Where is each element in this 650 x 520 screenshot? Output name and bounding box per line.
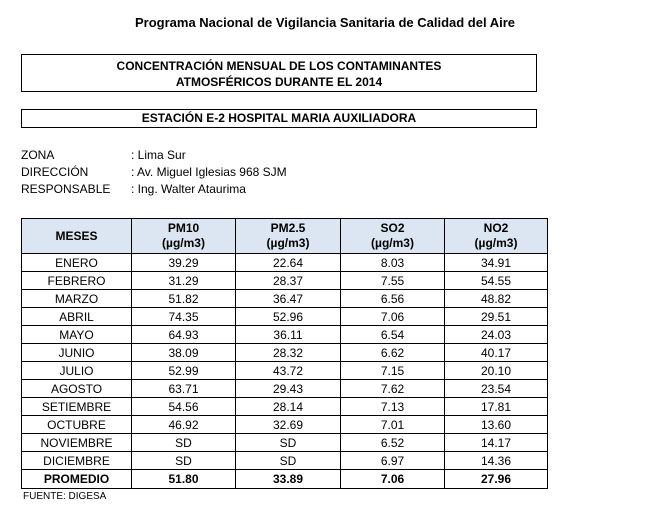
source-note: FUENTE: DIGESA [23,491,107,502]
cell-pm25: SD [236,434,341,452]
cell-no2: 14.17 [445,434,548,452]
column-unit: (µg/m3) [474,236,518,250]
cell-so2: 7.06 [341,308,445,326]
cell-pm25: 22.64 [236,254,341,272]
cell-so2: 6.54 [341,326,445,344]
column-header-pm10 [132,219,236,254]
cell-pm10: 64.93 [132,326,236,344]
cell-so2: 7.55 [341,272,445,290]
cell-no2: 34.91 [445,254,548,272]
cell-pm25: 52.96 [236,308,341,326]
report-title-line2: ATMOSFÉRICOS DURANTE EL 2014 [175,75,383,89]
column-unit: (µg/m3) [371,236,414,250]
column-name: NO2 [483,221,509,235]
cell-no2: 13.60 [445,416,548,434]
cell-month: FEBRERO [22,272,132,290]
cell-pm10: SD [132,434,236,452]
cell-pm25: 36.11 [236,326,341,344]
table-row [22,434,548,452]
table-row [22,362,548,380]
info-row-responsable [21,181,287,198]
cell-so2: 8.03 [341,254,445,272]
table-row [22,398,548,416]
column-header-pm25 [236,219,341,254]
station-info [21,147,287,198]
program-title: Programa Nacional de Vigilancia Sanitaria de Calidad del Aire [134,15,516,30]
cell-pm10: 31.29 [132,272,236,290]
cell-no2: 54.55 [445,272,548,290]
cell-month: AGOSTO [22,380,132,398]
cell-month: DICIEMBRE [22,452,132,470]
cell-no2: 48.82 [445,290,548,308]
table-row [22,344,548,362]
table-row [22,326,548,344]
cell-so2: 7.15 [341,362,445,380]
info-row-zona [21,147,287,164]
average-no2: 27.96 [445,470,548,489]
column-name: PM2.5 [270,221,306,235]
cell-pm25: 28.32 [236,344,341,362]
cell-month: MAYO [22,326,132,344]
table-header-row [22,219,548,254]
cell-month: SETIEMBRE [22,398,132,416]
info-value: : Lima Sur [131,148,186,162]
table-row [22,452,548,470]
average-month: PROMEDIO [22,470,132,489]
cell-pm10: 52.99 [132,362,236,380]
cell-pm25: 43.72 [236,362,341,380]
column-unit: (µg/m3) [162,236,205,250]
cell-so2: 7.62 [341,380,445,398]
cell-month: JULIO [22,362,132,380]
cell-pm10: SD [132,452,236,470]
cell-month: JUNIO [22,344,132,362]
column-header-meses [22,219,132,254]
average-pm25: 33.89 [236,470,341,489]
cell-pm25: 28.37 [236,272,341,290]
cell-pm10: 51.82 [132,290,236,308]
average-pm10: 51.80 [132,470,236,489]
table-row [22,308,548,326]
average-so2: 7.06 [341,470,445,489]
cell-no2: 17.81 [445,398,548,416]
info-label: ZONA [21,148,55,162]
info-value: : Av. Miguel Iglesias 968 SJM [131,165,287,179]
info-row-direccion [21,164,287,181]
cell-pm25: 29.43 [236,380,341,398]
cell-pm25: 28.14 [236,398,341,416]
cell-pm10: 38.09 [132,344,236,362]
cell-so2: 6.52 [341,434,445,452]
info-label: RESPONSABLE [21,182,111,196]
table-body [22,254,548,489]
cell-month: NOVIEMBRE [22,434,132,452]
cell-no2: 14.36 [445,452,548,470]
table-row [22,416,548,434]
cell-pm10: 74.35 [132,308,236,326]
column-unit: (µg/m3) [266,236,310,250]
cell-pm25: 32.69 [236,416,341,434]
column-name: SO2 [380,221,405,235]
cell-month: MARZO [22,290,132,308]
table-row [22,272,548,290]
cell-pm25: 36.47 [236,290,341,308]
cell-month: ABRIL [22,308,132,326]
cell-month: ENERO [22,254,132,272]
cell-so2: 7.01 [341,416,445,434]
cell-so2: 6.62 [341,344,445,362]
cell-no2: 20.10 [445,362,548,380]
cell-no2: 23.54 [445,380,548,398]
report-title-line1: CONCENTRACIÓN MENSUAL DE LOS CONTAMINANTES [116,59,442,73]
cell-pm10: 63.71 [132,380,236,398]
column-header-no2 [445,219,548,254]
table-row [22,290,548,308]
cell-pm10: 39.29 [132,254,236,272]
table-row [22,380,548,398]
station-title: ESTACIÓN E-2 HOSPITAL MARIA AUXILIADORA [21,109,537,128]
table-row [22,254,548,272]
cell-so2: 6.56 [341,290,445,308]
cell-no2: 29.51 [445,308,548,326]
pollutant-table [21,218,548,489]
cell-no2: 40.17 [445,344,548,362]
column-name: MESES [55,228,98,243]
cell-no2: 24.03 [445,326,548,344]
info-value: : Ing. Walter Ataurima [131,182,246,196]
cell-so2: 6.97 [341,452,445,470]
cell-pm10: 54.56 [132,398,236,416]
cell-so2: 7.13 [341,398,445,416]
cell-pm10: 46.92 [132,416,236,434]
cell-pm25: SD [236,452,341,470]
cell-month: OCTUBRE [22,416,132,434]
column-name: PM10 [167,221,200,235]
column-header-so2 [341,219,445,254]
info-label: DIRECCIÓN [21,165,89,179]
average-row [22,470,548,489]
report-title-box [21,54,537,92]
